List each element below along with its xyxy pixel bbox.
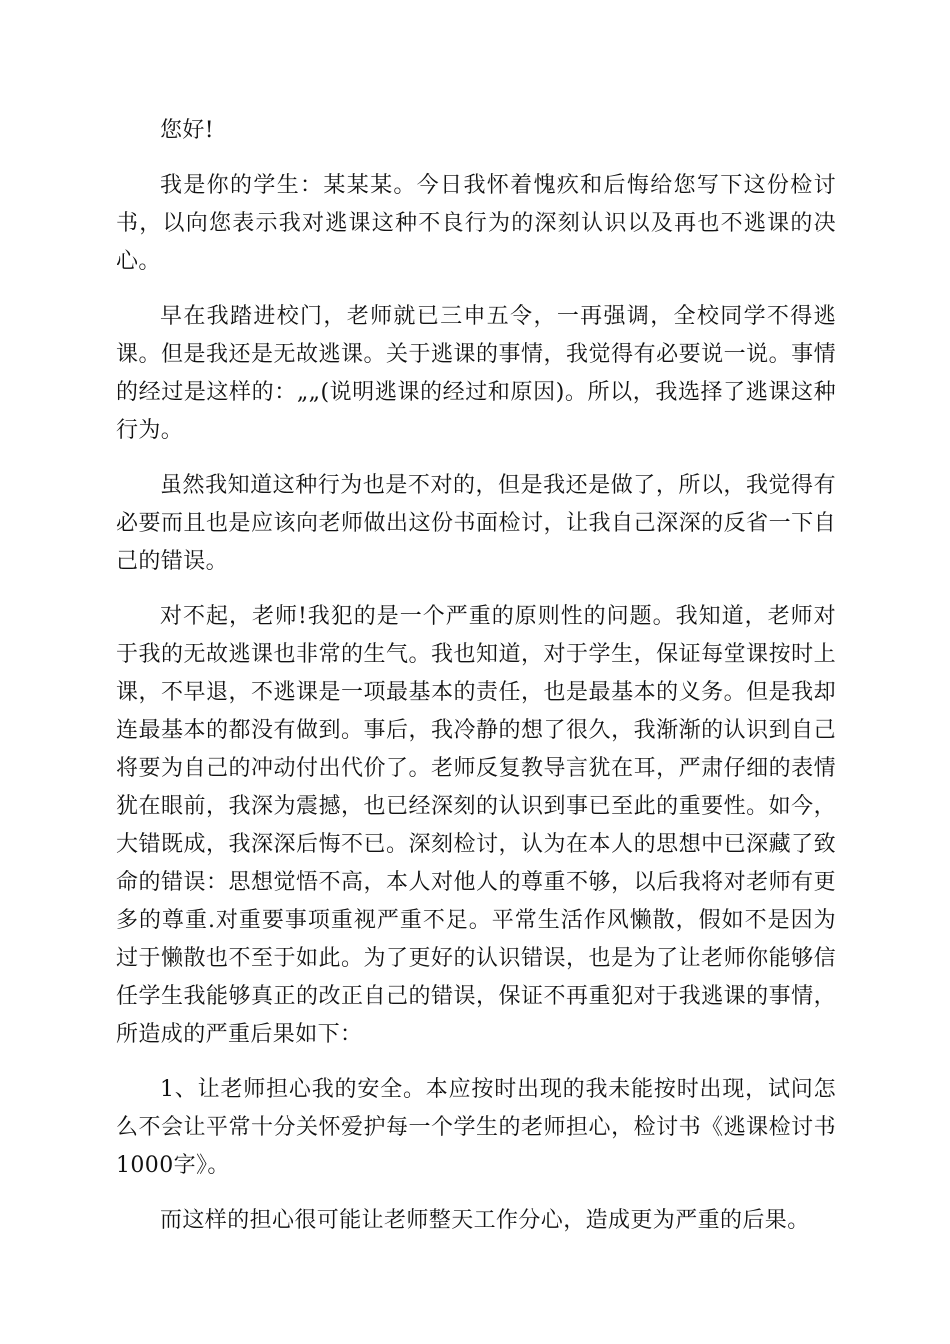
apology-paragraph: 对不起，老师!我犯的是一个严重的原则性的问题。我知道，老师对于我的无故逃课也非常的生气。我也知道，对于学生，保证每堂课按时上课，不早退，不逃课是一项最基本的责任，也是最基本的义务。但是我却连最基本的都没有做到。事后，我冷静的想了很久，我渐渐的认识到自己将要为自己的冲动付出代价了。老师反复教导言犹在耳，严肃仔细的表情犹在眼前，我深为震撼，也已经深刻的认识到事已至此的重要性。如今，大错既成，我深深后悔不已。深刻检讨，认为在本人的思想中已深藏了致命的错误：思想觉悟不高，本人对他人的尊重不够，以后我将对老师有更多的尊重.对重要事项重视严重不足。平常生活作风懒散，假如不是因为过于懒散也不至于如此。为了更好的认识错误，也是为了让老师你能够信任学生我能够真正的改正自己的错误，保证不再重犯对于我逃课的事情，所造成的严重后果如下： bbox=[116, 604, 836, 1047]
background-paragraph: 早在我踏进校门，老师就已三申五令，一再强调，全校同学不得逃课。但是我还是无故逃课。关于逃课的事情，我觉得有必要说一说。事情的经过是这样的：„„(说明逃课的经过和原因)。所以，我选择了逃课这种行为。 bbox=[116, 304, 836, 443]
closing-paragraph: 而这样的担心很可能让老师整天工作分心，造成更为严重的后果。 bbox=[160, 1208, 810, 1233]
consequence-item-1: 1、让老师担心我的安全。本应按时出现的我未能按时出现，试问怎么不会让平常十分关怀爱护每一个学生的老师担心，检讨书《逃课检讨书1000字》。 bbox=[116, 1077, 836, 1178]
document-body bbox=[116, 112, 836, 1257]
greeting-paragraph: 您好! bbox=[160, 118, 215, 143]
acknowledgement-paragraph: 虽然我知道这种行为也是不对的，但是我还是做了，所以，我觉得有必要而且也是应该向老师做出这份书面检讨，让我自己深深的反省一下自己的错误。 bbox=[116, 473, 836, 574]
intro-paragraph: 我是你的学生：某某某。今日我怀着愧疚和后悔给您写下这份检讨书，以向您表示我对逃课这种不良行为的深刻认识以及再也不逃课的决心。 bbox=[116, 173, 836, 274]
